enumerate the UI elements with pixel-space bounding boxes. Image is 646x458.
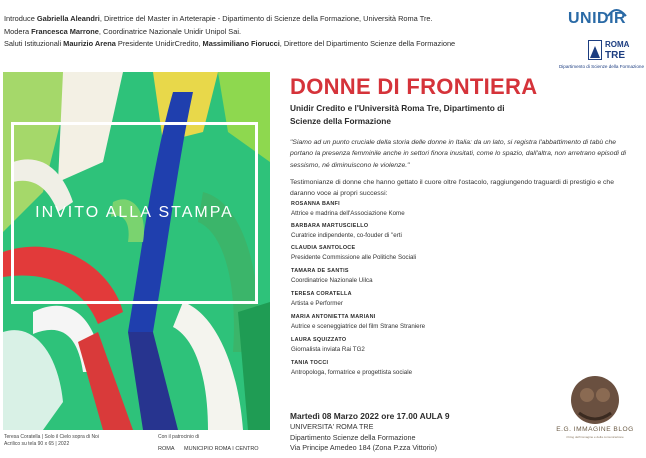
list-item: LAURA SQUIZZATO Giornalista inviata Rai TG2 — [291, 337, 365, 353]
list-item: ROSANNA BANFI Attrice e madrina dell'Associazione Kome — [291, 201, 405, 217]
roma-tre-logo: ROMA TRE — [588, 40, 640, 62]
list-item: MARIA ANTONIETTA MARIANI Autrice e sceneggiatrice del film Strane Straniere — [291, 314, 426, 330]
list-item: TAMARA DE SANTIS Coordinatrice Nazionale Uilca — [291, 268, 373, 284]
intro-line-3: Saluti Istituzionali Maurizio Arena Presidente UnidirCredito, Massimiliano Fiorucci, Direttore del Dipartimento Scienze della Formazione — [4, 39, 456, 49]
intro-line-2: Modera Francesca Marrone, Coordinatrice Nazionale Unidir Unipol Sai. — [4, 26, 242, 36]
speakers-list — [291, 200, 541, 381]
intro-line-1: Introduce Gabriella Aleandri, Direttrice del Master in Arteterapie - Dipartimento di Scienze della Formazione, Università Roma Tre. — [4, 14, 433, 23]
event-venue: UNIVERSITA' ROMA TRE — [290, 422, 374, 431]
list-item: CLAUDIA SANTOLOCE Presidente Commissione alle Politiche Sociali — [291, 245, 417, 261]
quote-text: "Siamo ad un punto cruciale della storia delle donne in Italia: da un lato, si registra l'abbattimento di tabù che portano la presenza femminile anche in settori finora inusitati, come lo spazio, dall'altra, non arretrano episodi di sessismo, né diminuiscono le violenze." — [290, 139, 627, 169]
event-details — [290, 411, 590, 454]
roma-logo: ROMA — [158, 446, 175, 452]
list-item: TANIA TOCCI Antropologa, formatrice e progettista sociale — [291, 360, 413, 376]
blog-logo: E.G. IMMAGINE BLOG il blog dell'immagine e della comunicazione — [549, 373, 641, 443]
patrocinio-label: Con il patrocinio di — [158, 434, 200, 440]
painting-caption: Teresa Coratella | Solo il Cielo sopra di Noi Acrilico su tela 90 x 65 | 2022 — [4, 434, 99, 447]
event-department: Dipartimento Scienze della Formazione — [290, 432, 416, 442]
unidir-logo: UNIDIR — [568, 10, 627, 27]
patrocinio-logos — [158, 446, 267, 452]
page-title: DONNE DI FRONTIERA — [290, 74, 538, 99]
invito-heading: INVITO ALLA STAMPA — [35, 204, 234, 221]
list-item: TERESA CORATELLA Artista e Performer — [291, 291, 352, 307]
event-date: Martedì 08 Marzo 2022 ore 17.00 AULA 9 — [290, 411, 450, 421]
testimonianze-text: Testimonianze di donne che hanno gettato il cuore oltre l'ostacolo, raggiungendo traguardi di prestigio e che daranno voce ai propri successi: — [290, 179, 614, 198]
intro-text — [4, 13, 564, 51]
dept-label: Dipartimento di Scienze della Formazione — [558, 64, 644, 69]
event-address: Via Principe Amedeo 184 (Zona P.zza Vittorio) — [290, 443, 438, 452]
municipio-logo: MUNICIPIO ROMA I CENTRO — [184, 446, 259, 452]
subtitle: Unidir Credito e l'Università Roma Tre, Dipartimento di Scienze della Formazione — [290, 103, 505, 126]
list-item: BARBARA MARTUSCIELLO Curatrice indipendente, co-fouder di "erti — [291, 223, 402, 239]
